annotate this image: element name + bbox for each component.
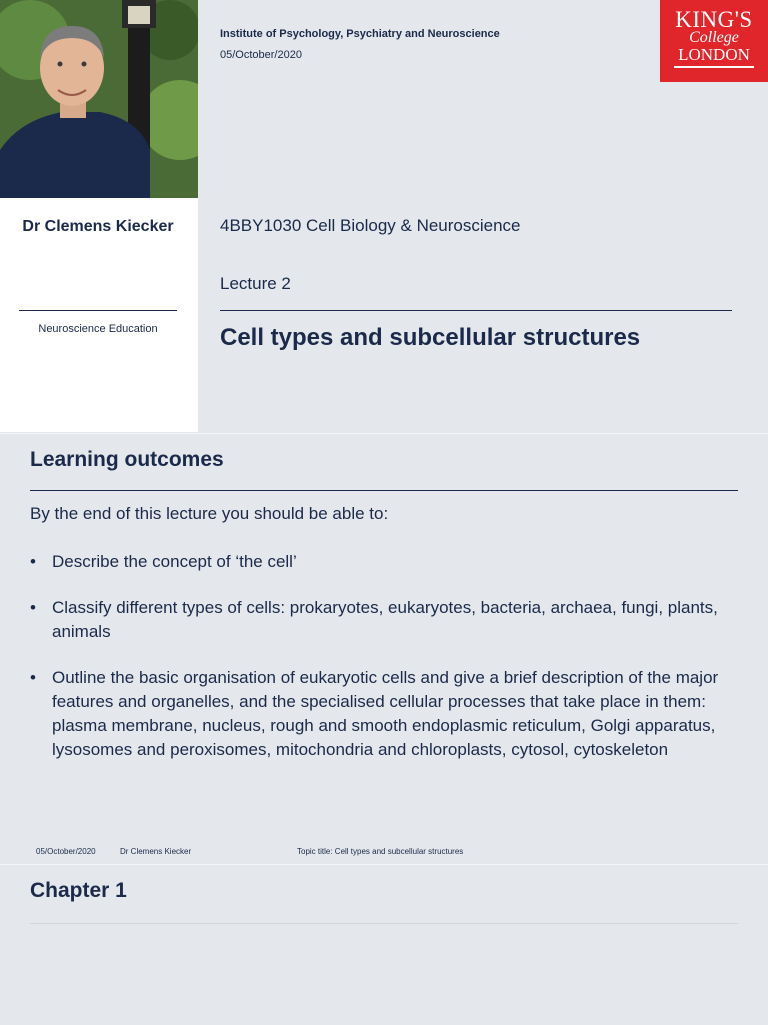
learning-outcomes-heading: Learning outcomes xyxy=(30,448,224,471)
logo-line-1: KING'S xyxy=(675,7,753,32)
footer-author: Dr Clemens Kiecker xyxy=(120,847,192,856)
logo-underline xyxy=(674,66,754,68)
chapter-slide xyxy=(0,864,768,1025)
list-item-text: Classify different types of cells: prokaryotes, eukaryotes, bacteria, archaea, fungi, plants, animals xyxy=(52,598,718,641)
heading-divider xyxy=(30,490,738,491)
logo-line-3: LONDON xyxy=(678,45,750,64)
learning-outcomes-intro: By the end of this lecture you should be able to: xyxy=(30,504,389,523)
bullet-icon: • xyxy=(30,598,36,617)
title-divider xyxy=(220,310,732,311)
logo-line-2: College xyxy=(689,29,739,46)
footer-topic: Topic title: Cell types and subcellular structures xyxy=(297,847,464,856)
presentation-date: 05/October/2020 xyxy=(220,49,302,61)
presenter-sidebar xyxy=(0,198,198,432)
list-item-text: Outline the basic organisation of eukaryotic cells and give a brief description of the major features and organelles, and the specialised cellular processes that take place in them: plasma membrane, nucleus, rough and smooth endoplasmic reticulum, Golgi apparatus, lysosomes and peroxisomes, mitochondria and chloroplasts, cytosol, cytoskeleton xyxy=(52,668,719,759)
lecture-title: Cell types and subcellular structures xyxy=(220,324,641,351)
presenter-name: Dr Clemens Kiecker xyxy=(22,218,174,235)
list-item xyxy=(30,550,742,574)
presenter-photo xyxy=(0,0,198,198)
title-slide xyxy=(0,0,768,432)
course-name: 4BBY1030 Cell Biology & Neuroscience xyxy=(220,216,521,235)
kings-college-london-logo xyxy=(660,0,768,82)
list-item xyxy=(30,596,742,644)
bullet-icon: • xyxy=(30,668,36,687)
learning-outcomes-slide xyxy=(0,433,768,865)
presenter-portrait-image xyxy=(0,0,198,198)
department: Neuroscience Education xyxy=(38,323,158,335)
list-item xyxy=(30,666,742,762)
chapter-divider xyxy=(30,923,738,924)
bullet-icon: • xyxy=(30,552,36,571)
list-item-text: Describe the concept of ‘the cell’ xyxy=(52,552,297,571)
chapter-heading: Chapter 1 xyxy=(30,879,127,902)
sidebar-divider xyxy=(19,310,177,311)
footer-date: 05/October/2020 xyxy=(36,847,96,856)
learning-outcomes-list xyxy=(30,550,742,784)
institute-name: Institute of Psychology, Psychiatry and Neuroscience xyxy=(220,28,500,40)
lecture-number: Lecture 2 xyxy=(220,274,291,293)
